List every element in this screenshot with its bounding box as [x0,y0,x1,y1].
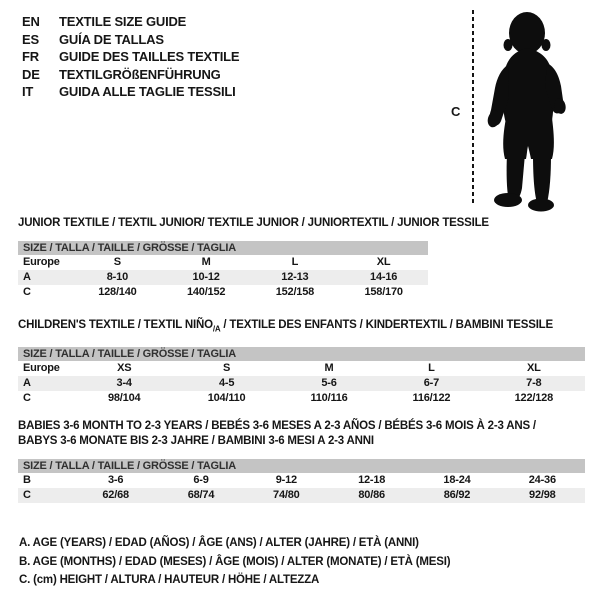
table-cell: 3-6 [108,474,124,486]
table-cell: 62/68 [102,489,129,501]
table-cell: M [201,256,211,268]
size-guide-section [18,419,585,503]
row-label: A [23,271,31,283]
table-cell: 110/116 [310,392,348,405]
table-cell: 80/86 [358,489,385,501]
footnote-line: C. (cm) HEIGHT / ALTURA / HAUTEUR / HÖHE / ALTEZZA [19,574,320,586]
size-table-header: SIZE / TALLA / TAILLE / GRÖSSE / TAGLIA [18,459,585,473]
table-cell: 140/152 [186,286,226,298]
size-table [18,347,585,406]
table-cell: XL [527,362,541,375]
table-row [18,285,428,300]
table-cell: 128/140 [98,286,137,298]
language-code: ES [22,31,39,47]
language-header [22,13,239,101]
table-cell: 24-36 [528,474,556,486]
table-cell: 92/98 [529,489,556,501]
table-cell: 5-6 [321,377,337,390]
size-table [18,459,585,503]
language-code: DE [22,66,40,82]
row-label: C [23,489,31,501]
size-table-header: SIZE / TALLA / TAILLE / GRÖSSE / TAGLIA [18,347,585,361]
table-cell: 98/104 [107,392,141,405]
language-title: GUÍA DE TALLAS [59,31,164,47]
table-cell: 18-24 [443,474,471,486]
language-row [22,31,239,49]
table-cell: 122/128 [514,392,554,405]
table-cell: 158/170 [364,286,403,298]
language-row [22,83,239,101]
table-cell: 152/158 [275,286,315,298]
height-measure-dashed-line [472,10,474,206]
row-label: B [23,474,31,486]
language-title: TEXTILGRÖßENFÜHRUNG [59,66,221,82]
table-cell: 14-16 [370,271,398,283]
size-table [18,241,428,300]
table-cell: L [428,362,435,375]
section-title-subscript: /A [212,324,221,334]
language-title: GUIDE DES TAILLES TEXTILE [59,49,240,64]
language-code: EN [22,14,40,29]
language-title: TEXTILE SIZE GUIDE [59,14,187,29]
baby-silhouette-icon [481,6,573,212]
table-cell: 10-12 [192,271,220,283]
footnote-line: B. AGE (MONTHS) / EDAD (MESES) / ÂGE (MOIS) / ALTER (MONATE) / ETÀ (MESI) [19,555,451,568]
table-cell: XS [117,362,132,375]
table-cell: 68/74 [187,489,215,501]
language-row [22,66,239,84]
footnote-line: A. AGE (YEARS) / EDAD (AÑOS) / ÂGE (ANS) / ALTER (JAHRE) / ETÀ (ANNI) [19,537,419,549]
language-code: FR [22,49,39,64]
table-cell: M [324,362,334,375]
table-cell: L [291,256,299,268]
measurement-label-c: C [451,104,461,119]
table-cell: 12-18 [358,474,386,486]
size-table-header: SIZE / TALLA / TAILLE / GRÖSSE / TAGLIA [18,241,428,255]
table-cell: 3-4 [116,377,132,390]
table-row [18,270,428,285]
table-row [18,361,585,376]
row-label: C [23,392,31,405]
section-title: JUNIOR TEXTILE / TEXTIL JUNIOR/ TEXTILE JUNIOR / JUNIORTEXTIL / JUNIOR TESSILE [18,217,489,229]
table-row [18,376,585,391]
table-cell: 86/92 [443,489,471,501]
table-cell: 74/80 [273,489,300,501]
table-cell: 7-8 [526,377,542,390]
row-label: C [23,286,31,298]
table-cell: 9-12 [275,474,297,486]
table-cell: 104/110 [207,392,246,405]
table-cell: XL [376,256,391,268]
table-row [18,255,428,270]
row-label: Europe [23,362,60,375]
table-row [18,391,585,406]
table-cell: 4-5 [218,377,235,390]
language-code: IT [22,84,34,99]
table-row [18,488,585,503]
size-guide-section [18,318,585,406]
language-row [22,13,239,31]
row-label: A [23,377,31,390]
table-cell: 12-13 [281,271,309,283]
table-row [18,473,585,488]
size-guide-section [18,216,489,300]
section-title-line2: BABYS 3-6 MONATE BIS 2-3 JAHRE / BAMBINI 3-6 MESI A 2-3 ANNI [18,435,374,447]
section-title: CHILDREN'S TEXTILE / TEXTIL $NIÑO_{/A}$ / TEXTILE DES ENFANTS / KINDERTEXTIL / BAMBINI TESSILE [18,319,553,334]
table-cell: 116/122 [412,392,451,405]
section-title: BABIES 3-6 MONTH TO 2-3 YEARS / BEBÉS 3-6 MESES A 2-3 AÑOS / BÉBÉS 3-6 MOIS À 2-3 ANS / BABYS 3-6 MONATE BIS 2-3 JAHRE / BAMBINI 3-6 MESI A 2-3 ANNI [18,419,585,449]
table-cell: S [223,362,231,375]
table-cell: 6-7 [423,377,440,390]
table-cell: 6-9 [193,474,209,486]
footnotes [19,534,450,590]
table-cell: 8-10 [106,271,128,283]
language-row [22,48,239,66]
language-title: GUIDA ALLE TAGLIE TESSILI [59,84,236,99]
table-cell: S [113,256,121,268]
row-label: Europe [23,256,60,268]
